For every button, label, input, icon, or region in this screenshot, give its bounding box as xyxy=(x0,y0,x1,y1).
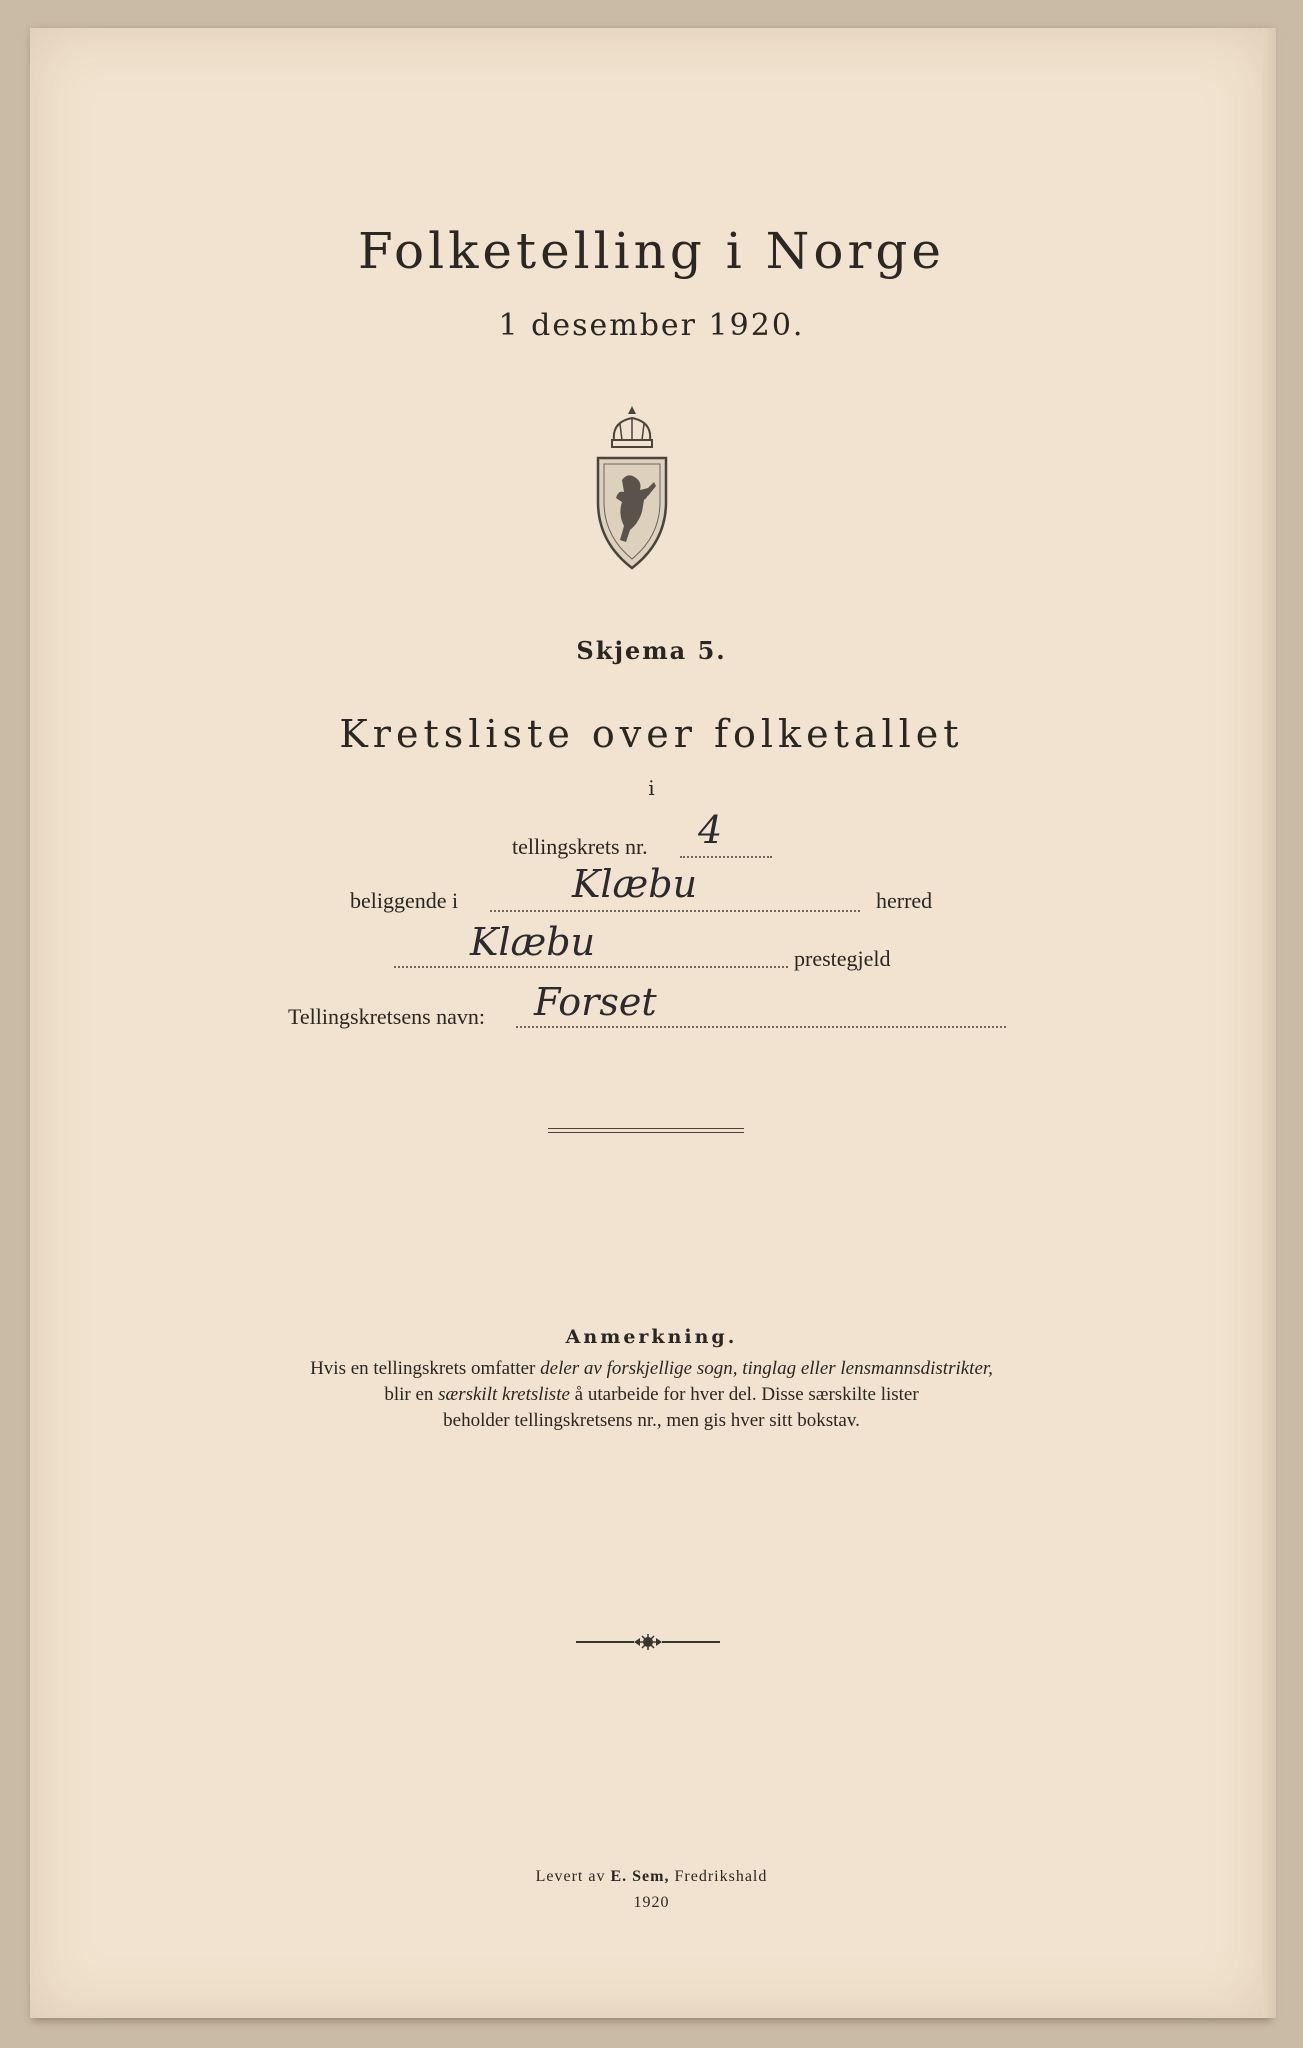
krets-line xyxy=(680,856,772,858)
krets-navn-label: Tellingskretsens navn: xyxy=(288,1004,486,1029)
note-line-3: beholder tellingskretsens nr., men gis hver sitt bokstav. xyxy=(443,1410,860,1431)
herred-handwritten: Klæbu xyxy=(572,862,698,906)
note-line-2: blir en særskilt kretsliste å utarbeide for hver del. Disse særskilte lister xyxy=(384,1384,919,1405)
section-divider xyxy=(548,1128,744,1133)
prestegjeld-handwritten: Klæbu xyxy=(470,920,596,964)
note-title: Anmerkning. xyxy=(565,1326,738,1348)
krets-number-handwritten: 4 xyxy=(698,808,723,852)
beliggende-label: beliggende i xyxy=(350,888,459,913)
herred-line xyxy=(490,910,860,912)
prestegjeld-label: prestegjeld xyxy=(794,946,891,971)
form-heading: Kretsliste over folketallet xyxy=(339,712,964,756)
schema-number: Skjema 5. xyxy=(576,636,727,665)
note-line-1: Hvis en tellingskrets omfatter deler av forskjellige sogn, tinglag eller lensmannsdistrikter, xyxy=(310,1358,993,1379)
document-date: 1 desember 1920. xyxy=(498,308,805,343)
preposition-i: i xyxy=(648,776,655,800)
krets-navn-line xyxy=(516,1026,1006,1028)
krets-navn-handwritten: Forset xyxy=(534,980,657,1024)
ornament-divider-icon xyxy=(572,1632,724,1652)
printer-year: 1920 xyxy=(633,1894,670,1911)
document-title: Folketelling i Norge xyxy=(358,222,945,280)
printer-credit: Levert av E. Sem, Fredrikshald xyxy=(535,1868,768,1885)
krets-label: tellingskrets nr. xyxy=(512,834,648,859)
prestegjeld-line xyxy=(394,966,788,968)
herred-label: herred xyxy=(876,888,933,913)
norwegian-coat-of-arms-icon xyxy=(592,402,672,572)
